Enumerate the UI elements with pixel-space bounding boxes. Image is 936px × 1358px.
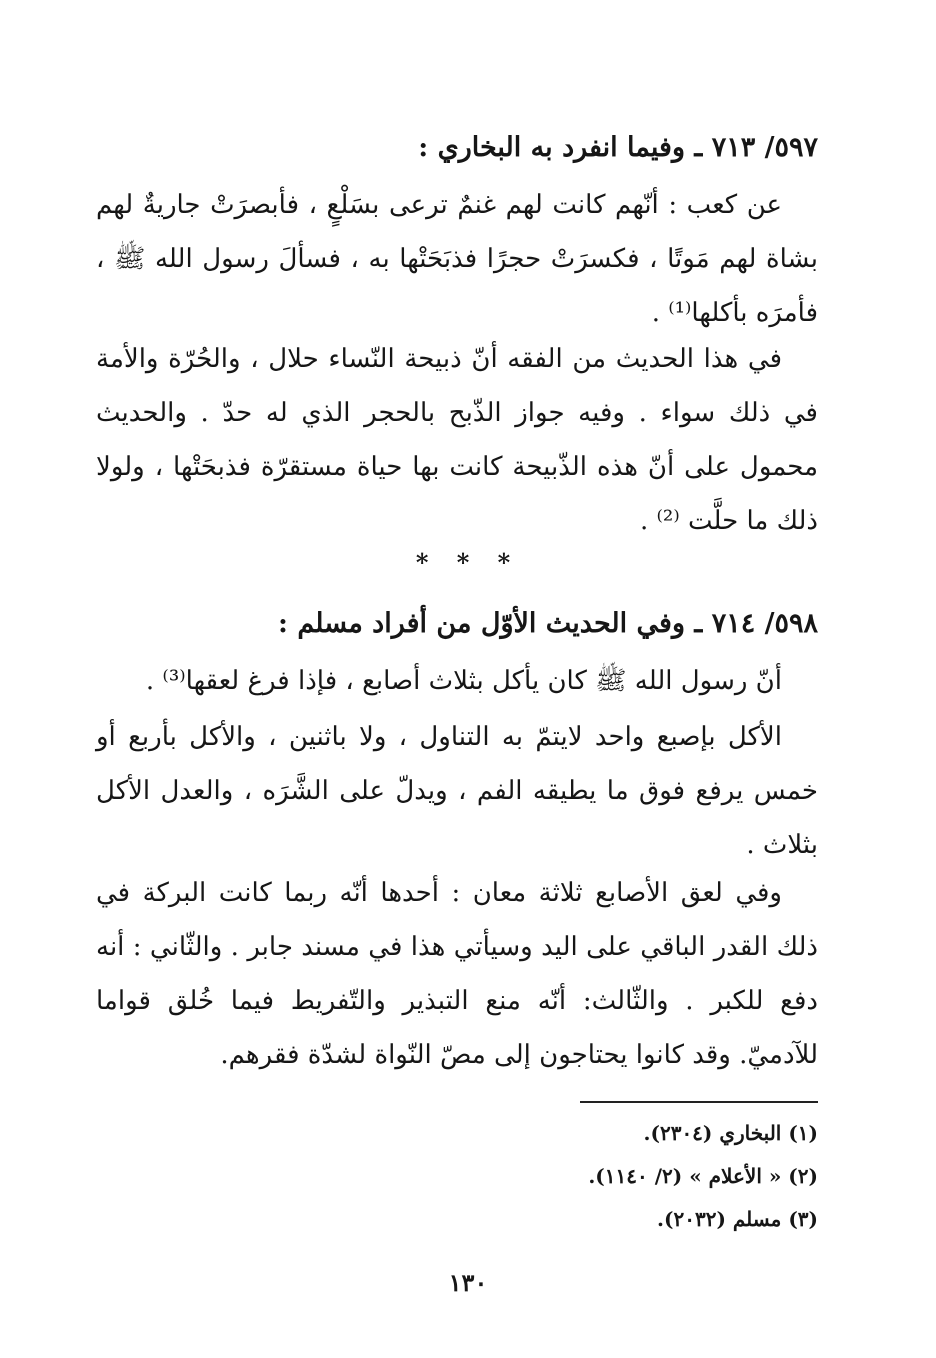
footnotes-list	[98, 1112, 818, 1241]
paragraph-text: الأكل بإصبع واحد لايتمّ به التناول ، ولا باثنين ، والأكل بأربع أو خمس يرفع فوق ما يطيقه الفم ، ويدلّ على الشَّرَه ، والعدل الأكل بثلاث .	[96, 722, 818, 860]
footnote-divider	[580, 1101, 818, 1103]
paragraph-text: وفي لعق الأصابع ثلاثة معان : أحدها أنّه ربما كانت البركة في ذلك القدر الباقي على اليد وسيأتي هذا في مسند جابر . والثّاني : أنه دفع للكبر . والثّالث: أنّه منع التبذير والتّفريط فيما خُلق قواما للآدميّ. وقد كانوا يحتاجون إلى مصّ النّواة لشدّة فقرهم.	[96, 878, 818, 1070]
commentary-paragraph	[96, 710, 818, 872]
paragraph-text: في هذا الحديث من الفقه أنّ ذبيحة النّساء حلال ، والحُرّة والأمة في ذلك سواء . وفيه جواز الذّبح بالحجر الذي له حدّ . والحديث محمول على أنّ هذه الذّبيحة كانت بها حياة مستقرّة فذبحَتْها ، ولولا ذلك ما حلَّت ⁽²⁾ .	[96, 344, 818, 536]
footnote-item: (١) البخاري (٢٣٠٤).	[643, 1121, 818, 1145]
hadith-text	[96, 654, 818, 708]
section-heading: ٥٩٧/ ٧١٣ ـ وفيما انفرد به البخاري :	[418, 132, 818, 163]
page-number: ١٣٠	[448, 1268, 488, 1297]
commentary-paragraph	[96, 866, 818, 1082]
commentary-paragraph	[96, 332, 818, 548]
section-heading: ٥٩٨/ ٧١٤ ـ وفي الحديث الأوّل من أفراد مسلم :	[277, 608, 818, 639]
paragraph-text: أنّ رسول الله ﷺ كان يأكل بثلاث أصابع ، فإذا فرغ لعقها⁽³⁾ .	[145, 666, 782, 696]
footnote-item: (٢) « الأعلام » (٢/ ١١٤٠).	[588, 1164, 818, 1188]
footnote-item: (٣) مسلم (٢٠٣٢).	[657, 1207, 818, 1231]
paragraph-text: عن كعب : أنّهم كانت لهم غنمٌ ترعى بسَلْعٍ ، فأبصرَتْ جاريةٌ لهم بشاة لهم مَوتًا ، فكسرَتْ حجرًا فذبَحَتْها به ، فسألَ رسول الله ﷺ ، فأمرَه بأكلها⁽¹⁾ .	[96, 190, 818, 328]
section-separator: * * *	[415, 548, 521, 577]
hadith-text	[96, 178, 818, 340]
